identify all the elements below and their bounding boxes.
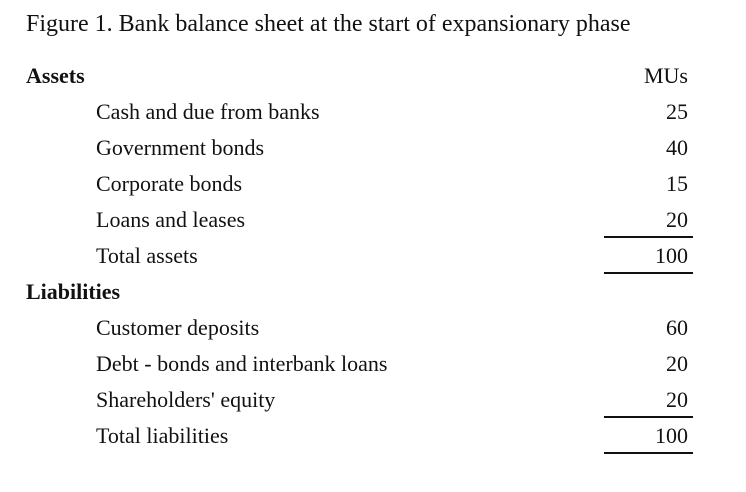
row-label: Customer deposits (96, 315, 260, 340)
total-assets-label: Total assets (96, 243, 198, 268)
row-value: 40 (666, 135, 688, 160)
row-label: Government bonds (96, 135, 265, 160)
row-value: 15 (666, 171, 688, 196)
row-value: 60 (666, 315, 688, 340)
row-value: 20 (666, 207, 688, 232)
total-liabilities-row (0, 418, 746, 454)
table-row (0, 202, 746, 238)
total-rule (604, 452, 693, 454)
total-assets-value: 100 (655, 243, 688, 268)
row-label: Loans and leases (96, 207, 246, 232)
total-liabilities-value: 100 (655, 423, 688, 448)
table-row (0, 382, 746, 418)
liabilities-header-row (0, 274, 746, 310)
liabilities-heading: Liabilities (26, 279, 121, 304)
table-row (0, 94, 746, 130)
row-label: Debt - bonds and interbank loans (96, 351, 388, 376)
table-row (0, 310, 746, 346)
row-label: Shareholders' equity (96, 387, 276, 412)
unit-header: MUs (643, 63, 688, 88)
row-value: 25 (666, 99, 688, 124)
table-row (0, 130, 746, 166)
total-liabilities-label: Total liabilities (96, 423, 229, 448)
row-value: 20 (666, 387, 688, 412)
figure-title: Figure 1. Bank balance sheet at the start of expansionary phase (26, 11, 631, 37)
row-label: Cash and due from banks (96, 99, 320, 124)
assets-heading: Assets (26, 63, 85, 88)
table-row (0, 166, 746, 202)
row-value: 20 (666, 351, 688, 376)
table-row (0, 346, 746, 382)
assets-header-row (0, 58, 746, 94)
row-label: Corporate bonds (96, 171, 243, 196)
total-assets-row (0, 238, 746, 274)
